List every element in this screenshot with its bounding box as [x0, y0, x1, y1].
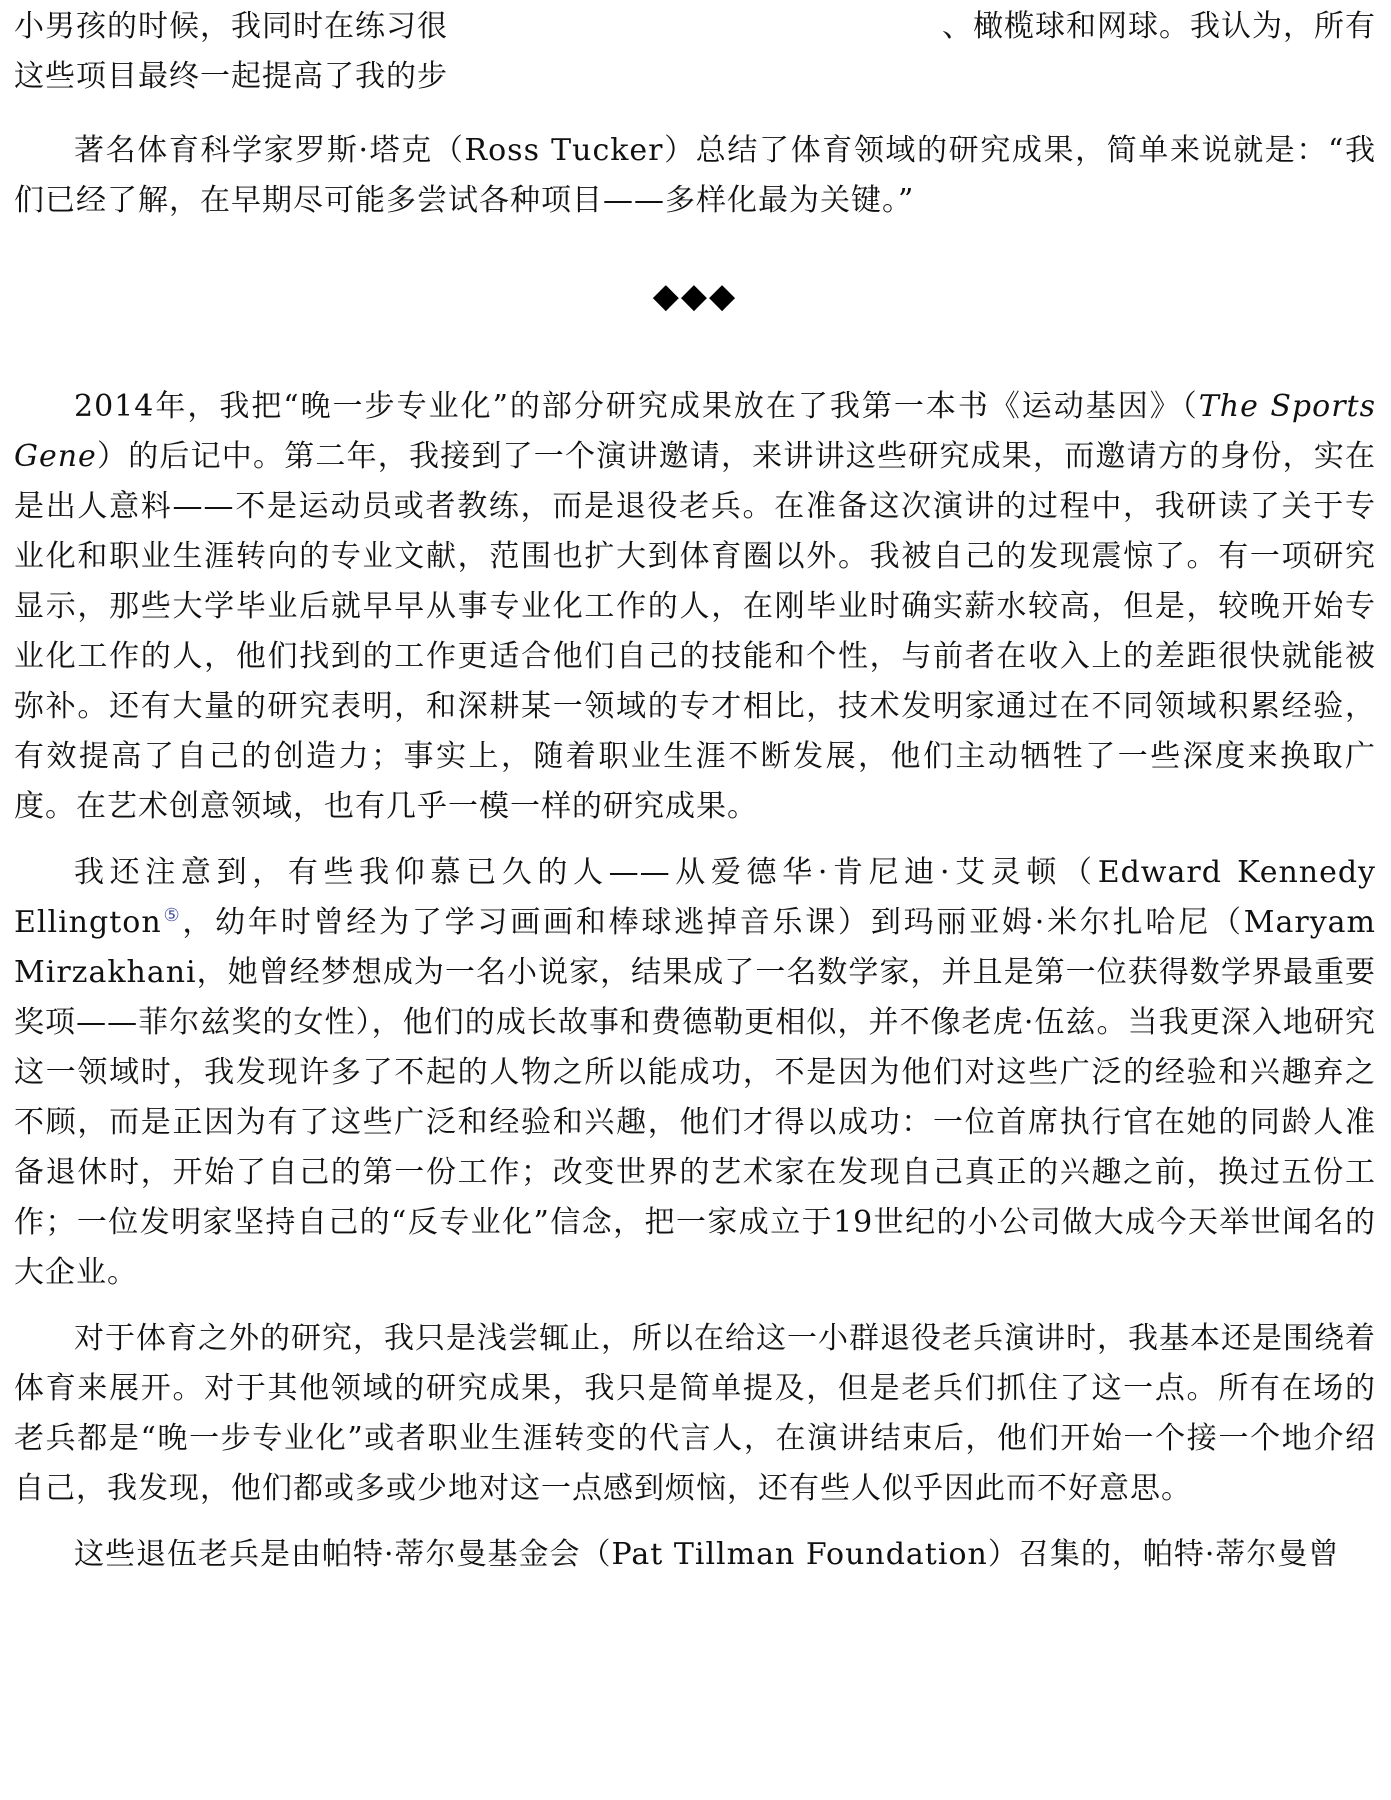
fragment-top: [14, 0, 1376, 100]
fragment-line-2: 这些项目最终一起提高了我的步: [14, 59, 448, 94]
paragraph-ross-tucker: 著名体育科学家罗斯·塔克（Ross Tucker）总结了体育领域的研究成果，简单来说就是：“我们已经了解，在早期尽可能多尝试各种项目——多样化最为关键。”: [14, 133, 1376, 218]
paragraph-tillman: 这些退伍老兵是由帕特·蒂尔曼基金会（Pat Tillman Foundation）召集的，帕特·蒂尔曼曾: [74, 1537, 1340, 1572]
footnote-marker[interactable]: ⑤: [161, 905, 183, 926]
document-page: [14, 0, 1376, 1580]
paragraph-sports-gene: 2014年，我把“晚一步专业化”的部分研究成果放在了我第一本书《运动基因》（The Sports Gene）的后记中。第二年，我接到了一个演讲邀请，来讲讲这些研究成果，而邀请方的身份，实在是出人意料——不是运动员或者教练，而是退役老兵。在准备这次演讲的过程中，我研读了关于专业化和职业生涯转向的专业文献，范围也扩大到体育圈以外。我被自己的发现震惊了。有一项研究显示，那些大学毕业后就早早从事专业化工作的人，在刚毕业时确实薪水较高，但是，较晚开始专业化工作的人，他们找到的工作更适合他们自己的技能和个性，与前者在收入上的差距很快就能被弥补。还有大量的研究表明，和深耕某一领域的专才相比，技术发明家通过在不同领域积累经验，有效提高了自己的创造力；事实上，随着职业生涯不断发展，他们主动牺牲了一些深度来换取广度。在艺术创意领域，也有几乎一模一样的研究成果。: [14, 389, 1376, 824]
fragment-line-1-right: 、橄榄球和网球。我认为，所有: [942, 9, 1376, 44]
fragment-line-1: [14, 2, 448, 52]
paragraph-veterans: 对于体育之外的研究，我只是浅尝辄止，所以在给这一小群退役老兵演讲时，我基本还是围绕着体育来展开。对于其他领域的研究成果，我只是简单提及，但是老兵们抓住了这一点。所有在场的老兵都是“晚一步专业化”或者职业生涯转变的代言人，在演讲结束后，他们开始一个接一个地介绍自己，我发现，他们都或多或少地对这一点感到烦恼，还有些人似乎因此而不好意思。: [14, 1321, 1376, 1506]
section-separator: ◆◆◆: [652, 276, 738, 316]
paragraph-ellington: 我还注意到，有些我仰慕已久的人——从爱德华·肯尼迪·艾灵顿（Edward Kennedy Ellington⑤，幼年时曾经为了学习画画和棒球逃掉音乐课）到玛丽亚姆·米尔扎哈尼（Maryam Mirzakhani，她曾经梦想成为一名小说家，结果成了一名数学家，并且是第一位获得数学界最重要奖项——菲尔兹奖的女性），他们的成长故事和费德勒更相似，并不像老虎·伍兹。当我更深入地研究这一领域时，我发现许多了不起的人物之所以能成功，不是因为他们对这些广泛的经验和兴趣弃之不顾，而是正因为有了这些广泛和经验和兴趣，他们才得以成功：一位首席执行官在她的同龄人准备退休时，开始了自己的第一份工作；改变世界的艺术家在发现自己真正的兴趣之前，换过五份工作；一位发明家坚持自己的“反专业化”信念，把一家成立于19世纪的小公司做大成今天举世闻名的大企业。: [14, 855, 1377, 1290]
fragment-line-1-left: 小男孩的时候，我同时在练习很: [14, 9, 448, 44]
book-title: The Sports Gene: [14, 389, 1376, 474]
